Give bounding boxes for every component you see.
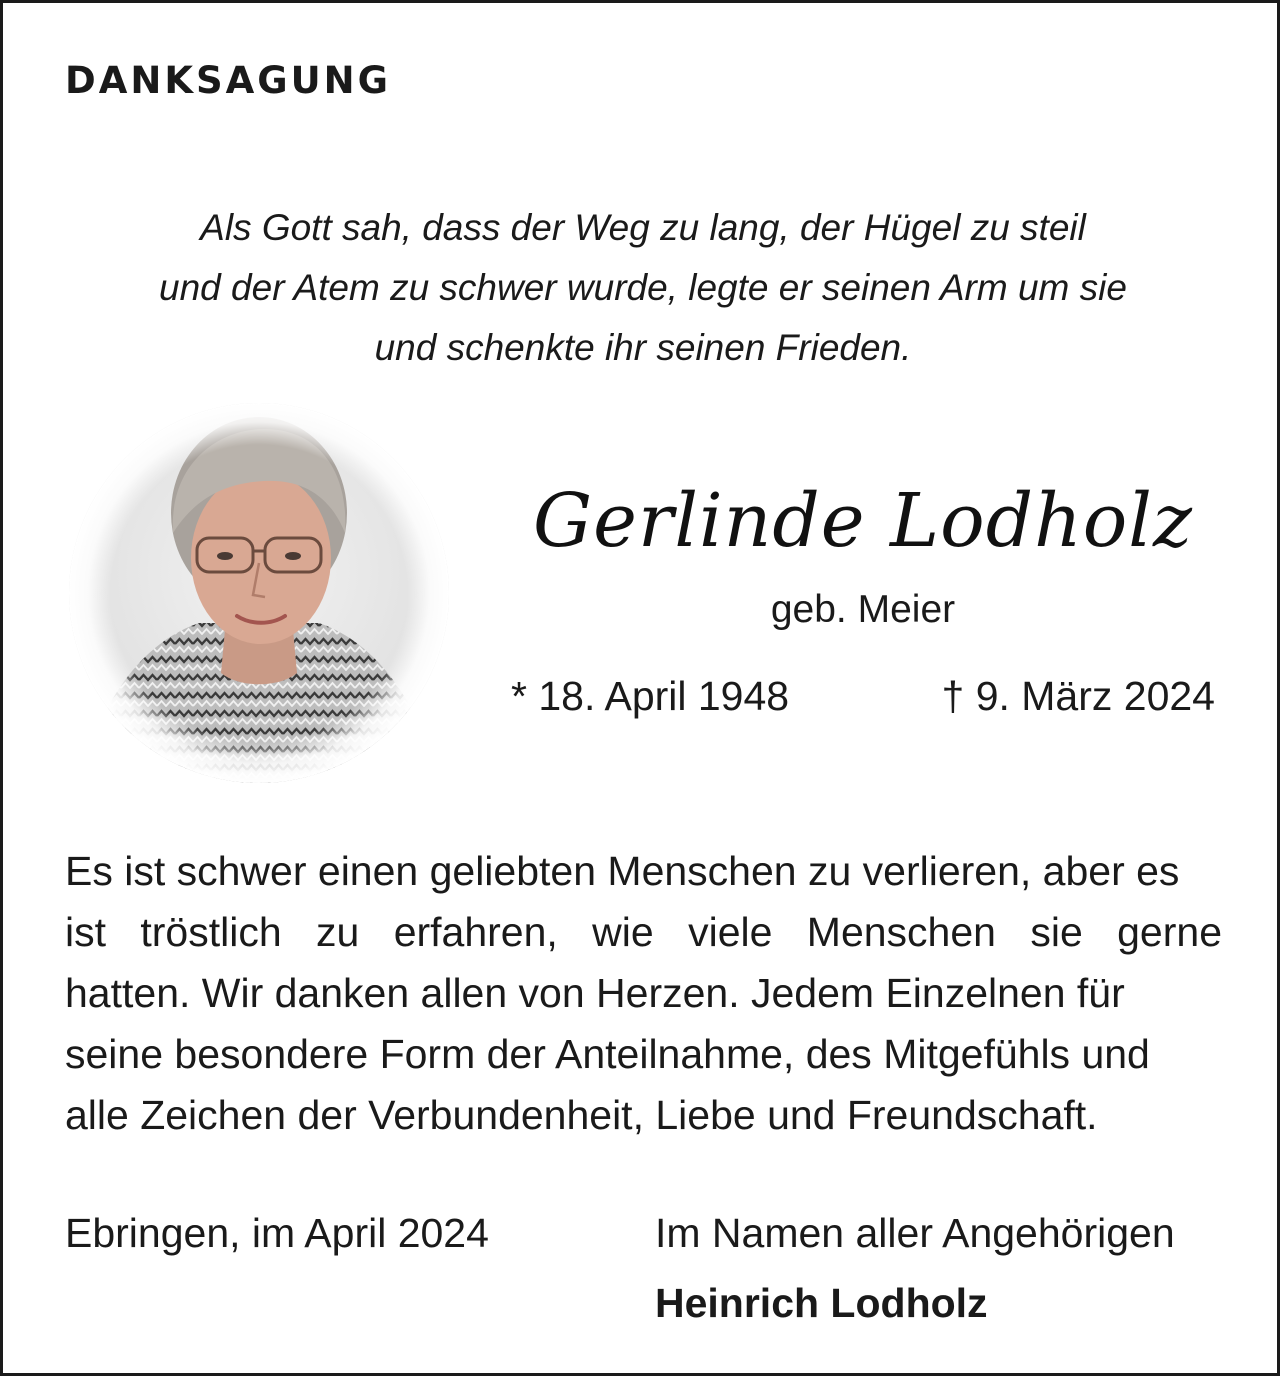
signer-name: Heinrich Lodholz (655, 1280, 988, 1326)
quote-block (43, 198, 1243, 378)
quote-line: und schenkte ihr seinen Frieden. (374, 327, 912, 368)
quote-line: Als Gott sah, dass der Weg zu lang, der Hügel zu steil (200, 207, 1086, 248)
body-line: alle Zeichen der Verbundenheit, Liebe und Freundschaft. (65, 1092, 1098, 1138)
body-line: seine besondere Form der Anteilnahme, des Mitgefühls und (65, 1031, 1150, 1077)
birth-name: geb. Meier (770, 588, 956, 631)
place-and-date: Ebringen, im April 2024 (65, 1210, 489, 1256)
notice-heading: DANKSAGUNG (65, 59, 392, 102)
birth-date: * 18. April 1948 (511, 673, 790, 719)
deceased-name: Gerlinde Lodholz (533, 478, 1193, 564)
body-line: hatten. Wir danken allen von Herzen. Jedem Einzelnen für (65, 970, 1125, 1016)
on-behalf-line: Im Namen aller Angehörigen (655, 1210, 1175, 1256)
body-line: Es ist schwer einen geliebten Menschen zu verlieren, aber es (65, 848, 1180, 894)
death-date: † 9. März 2024 (941, 673, 1215, 719)
body-line: ist tröstlich zu erfahren, wie viele Menschen sie gerne (65, 909, 1222, 955)
quote-line: und der Atem zu schwer wurde, legte er seinen Arm um sie (159, 267, 1127, 308)
thank-you-text (65, 841, 1222, 1146)
portrait-photo (49, 383, 469, 803)
